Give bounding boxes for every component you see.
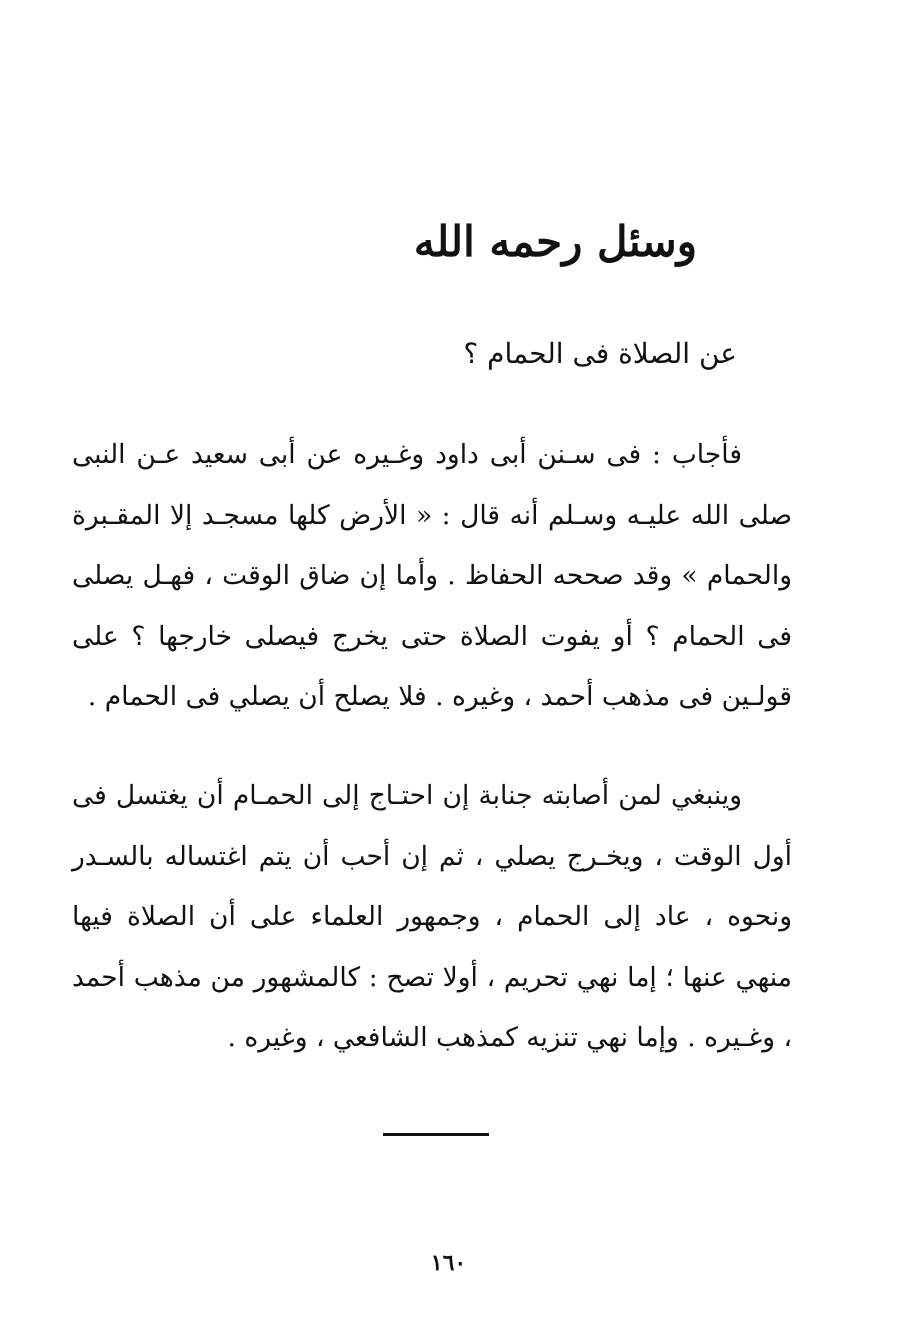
section-heading: وسئل رحمه الله xyxy=(413,217,697,266)
question-line: عن الصلاة فى الحمام ؟ xyxy=(463,337,737,370)
paragraph-text: وينبغي لمن أصابته جنابة إن احتـاج إلى الحمـام أن يغتسل فى أول الوقت ، ويخـرج يصلي ، ثم إن أحب أن يتم اغتساله بالسـدر ونحوه ، عاد إلى الحمام ، وجمهور العلماء على أن الصلاة فيها منهي عنها ؛ إما نهي تحريم ، أولا تصح : كالمشهور من مذهب أحمد ، وغـيره . وإما نهي تنزيه كمذهب الشافعي ، وغيره . xyxy=(72,780,792,1053)
page-number: ١٦٠ xyxy=(430,1250,467,1276)
section-divider xyxy=(383,1133,489,1136)
answer-paragraph xyxy=(72,425,792,728)
bathing-paragraph xyxy=(72,766,792,1069)
paragraph-text: فأجاب : فى سـنن أبى داود وغـيره عن أبى سعيد عـن النبى صلى الله عليـه وسـلم أنه قال : « الأرض كلها مسجـد إلا المقـبرة والحمام » وقد صححه الحفاظ . وأما إن ضاق الوقت ، فهـل يصلى فى الحمام ؟ أو يفوت الصلاة حتى يخرج فيصلى خارجها ؟ على قولـين فى مذهب أحمد ، وغيره . فلا يصلح أن يصلي فى الحمام . xyxy=(72,439,792,712)
